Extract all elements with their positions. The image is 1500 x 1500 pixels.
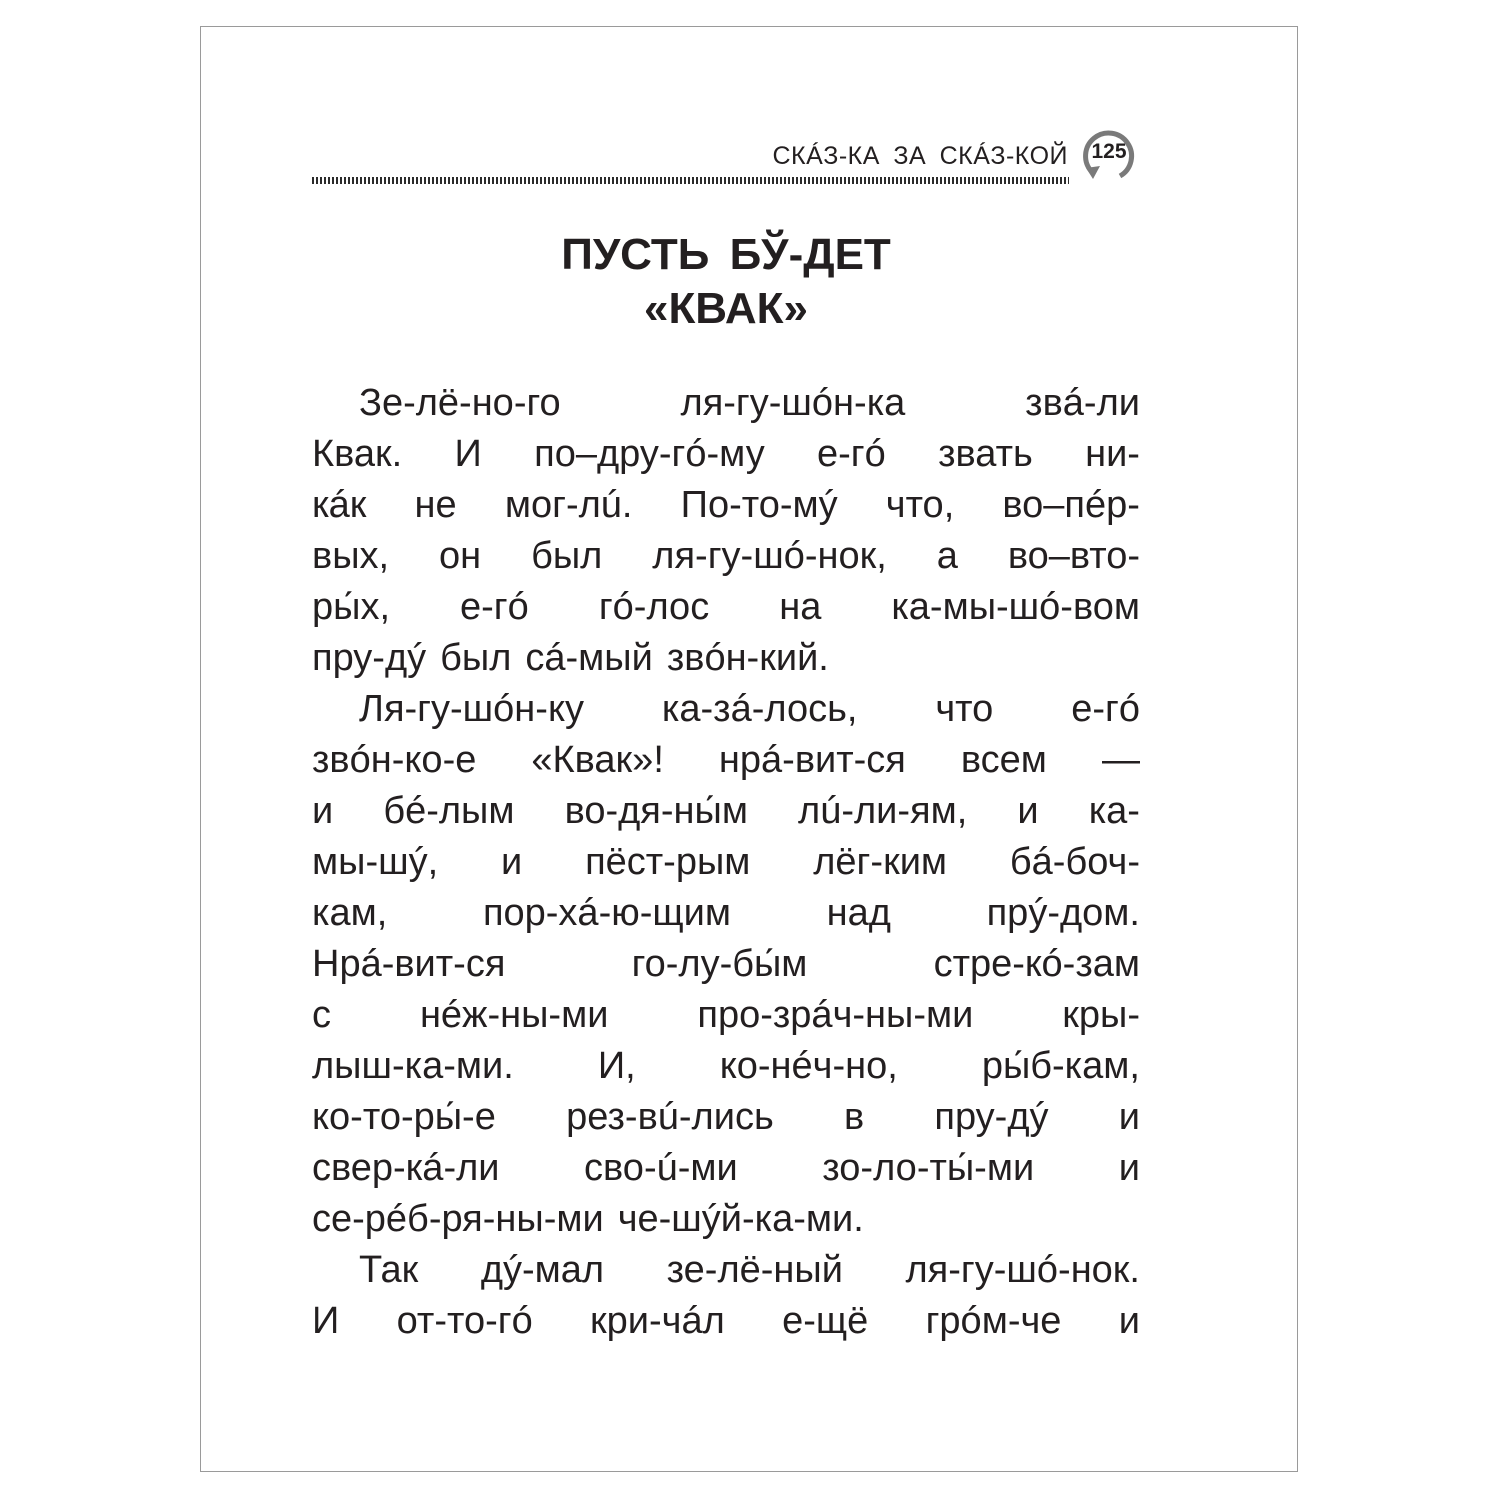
word: и <box>1118 1147 1140 1189</box>
word: рез-вú-лись <box>566 1096 774 1138</box>
word: кри-чáл <box>590 1300 725 1342</box>
word: По-то-мý <box>680 484 838 526</box>
text-line <box>312 837 1140 888</box>
word: Нрá-вит-ся <box>312 943 506 985</box>
text-line <box>312 1092 1140 1143</box>
page-number: 125 <box>1091 140 1127 163</box>
word: и <box>312 790 334 832</box>
word: был <box>440 637 512 679</box>
word: ля-гу-шó-нок. <box>905 1249 1140 1291</box>
word: пёст-рым <box>585 841 751 883</box>
word: вых, <box>312 535 390 577</box>
story-title <box>312 228 1140 336</box>
text-line <box>312 888 1140 939</box>
word: Так <box>359 1249 419 1291</box>
text-line <box>312 429 1140 480</box>
text-line <box>312 735 1140 786</box>
word: се-рéб-ря-ны-ми <box>312 1198 604 1240</box>
word: с <box>312 994 331 1036</box>
word: про-зрáч-ны-ми <box>697 994 974 1036</box>
word: прý-дом. <box>986 892 1140 934</box>
word: и <box>1118 1300 1140 1342</box>
word: лú-ли-ям, <box>798 790 968 832</box>
word: над <box>826 892 891 934</box>
running-title: СКÁЗ-КА ЗА СКÁЗ-КОЙ <box>772 142 1068 170</box>
word: кры- <box>1062 994 1140 1036</box>
text-line <box>312 378 1140 429</box>
story-text <box>312 378 1140 1347</box>
word: кам, <box>312 892 388 934</box>
word: он <box>439 535 482 577</box>
dotted-rule <box>312 177 1069 184</box>
word: сá-мый <box>525 637 653 679</box>
text-line <box>312 684 1140 735</box>
word: в <box>843 1096 865 1138</box>
word: гó-лос <box>598 586 710 628</box>
word: звá-ли <box>1025 382 1140 424</box>
word: ры́б-кам, <box>981 1045 1140 1087</box>
word: Ля-гу-шóн-ку <box>359 688 584 730</box>
word: бé-лым <box>383 790 515 832</box>
story-title-line-1: ПУСТЬ БЎ-ДЕТ <box>561 230 891 279</box>
word: е-гó <box>1071 688 1140 730</box>
text-line <box>312 633 1140 684</box>
word: во–пéр- <box>1002 484 1140 526</box>
word: звать <box>938 433 1033 475</box>
word: ля-гу-шó-нок, <box>652 535 887 577</box>
word: е-щё <box>782 1300 869 1342</box>
word: а <box>936 535 958 577</box>
text-line <box>312 786 1140 837</box>
word: и <box>1017 790 1039 832</box>
word: и <box>500 841 523 883</box>
text-line <box>312 1041 1140 1092</box>
word: пор-хá-ю-щим <box>482 892 731 934</box>
word: дý-мал <box>480 1249 605 1291</box>
word: пру-дý <box>934 1096 1049 1138</box>
word: и <box>1118 1096 1140 1138</box>
word: ры́х, <box>312 586 391 628</box>
text-line <box>312 1296 1140 1347</box>
text-line <box>312 1245 1140 1296</box>
word: е-гó <box>460 586 529 628</box>
text-line <box>312 582 1140 633</box>
word: от-то-гó <box>396 1300 533 1342</box>
text-line <box>312 480 1140 531</box>
word: ка-мы-шó-вом <box>891 586 1140 628</box>
word: зо-ло-ты́-ми <box>822 1147 1035 1189</box>
story-title-line-2: «КВАК» <box>643 284 808 333</box>
word: «Квак»! <box>531 739 664 781</box>
text-line <box>312 939 1140 990</box>
word: пру-дý <box>312 637 427 679</box>
word: го-лу-бы́м <box>631 943 808 985</box>
word: на <box>779 586 822 628</box>
text-line <box>312 531 1140 582</box>
word: мы-шý, <box>312 841 439 883</box>
word: ко-то-ры́-е <box>312 1096 496 1138</box>
word: звóн-кий. <box>666 637 829 679</box>
word: И <box>312 1300 340 1342</box>
text-line <box>312 1143 1140 1194</box>
word: Квак. <box>312 433 403 475</box>
word: всем <box>960 739 1047 781</box>
word: свер-кá-ли <box>312 1147 500 1189</box>
word: стре-кó-зам <box>933 943 1140 985</box>
word: лыш-ка-ми. <box>312 1045 514 1087</box>
word: е-гó <box>817 433 886 475</box>
word: Зе-лё-но-го <box>359 382 561 424</box>
word: что, <box>885 484 955 526</box>
word: — <box>1101 739 1140 781</box>
word: И <box>454 433 482 475</box>
word: зе-лё-ный <box>666 1249 843 1291</box>
word: во–вто- <box>1007 535 1140 577</box>
word: во-дя-ны́м <box>564 790 748 832</box>
word: И, <box>597 1045 636 1087</box>
word: нрá-вит-ся <box>718 739 906 781</box>
word: звóн-ко-е <box>312 739 477 781</box>
word: кáк <box>312 484 367 526</box>
word: не <box>414 484 457 526</box>
word: был <box>531 535 603 577</box>
word: сво-ú-ми <box>584 1147 738 1189</box>
word: ко-нéч-но, <box>719 1045 898 1087</box>
running-header <box>312 126 1140 186</box>
word: ля-гу-шóн-ка <box>680 382 906 424</box>
word: лёг-ким <box>813 841 948 883</box>
text-line <box>312 1194 1140 1245</box>
word: что <box>935 688 994 730</box>
word: мог-лú. <box>504 484 633 526</box>
word: по–дру-гó-му <box>534 433 765 475</box>
word: бá-боч- <box>1009 841 1140 883</box>
word: нéж-ны-ми <box>419 994 609 1036</box>
word: грóм-че <box>925 1300 1062 1342</box>
word: ка- <box>1088 790 1140 832</box>
text-line <box>312 990 1140 1041</box>
word: ка-зá-лось, <box>661 688 858 730</box>
word: че-шýй-ка-ми. <box>617 1198 864 1240</box>
word: ни- <box>1085 433 1140 475</box>
